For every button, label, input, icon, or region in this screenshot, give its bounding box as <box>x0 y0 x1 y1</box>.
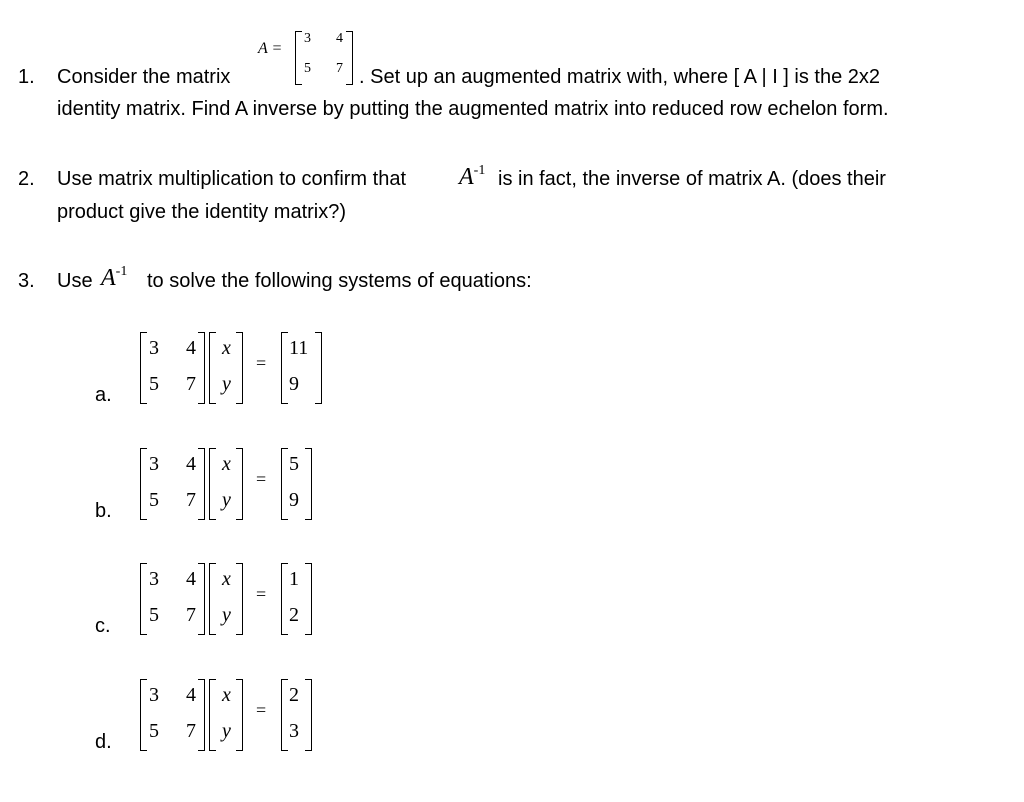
matrix-cell: 3 <box>149 337 159 359</box>
variable-cell: x <box>222 568 231 590</box>
right-bracket <box>315 332 322 404</box>
matrix-cell: 7 <box>186 489 196 511</box>
right-bracket <box>236 563 243 635</box>
right-bracket <box>198 563 205 635</box>
matrix-cell: 7 <box>186 604 196 626</box>
right-bracket <box>236 679 243 751</box>
matrix-cell: 3 <box>304 31 311 46</box>
variable-cell: y <box>222 604 231 626</box>
left-bracket <box>140 679 147 751</box>
matrix-cell: 4 <box>186 337 196 359</box>
right-bracket <box>198 448 205 520</box>
right-bracket <box>346 31 353 85</box>
question-2-prefix: Use matrix multiplication to confirm that <box>57 168 407 190</box>
matrix-cell: 4 <box>186 684 196 706</box>
question-2-suffix: is in fact, the inverse of matrix A. (does their <box>498 168 886 190</box>
part-label: b. <box>95 500 112 522</box>
question-3-suffix: to solve the following systems of equations: <box>147 270 532 292</box>
question-number: 2. <box>18 168 35 190</box>
matrix-cell: 7 <box>186 373 196 395</box>
rhs-cell: 5 <box>289 453 299 475</box>
variable-cell: x <box>222 684 231 706</box>
question-2-line2: product give the identity matrix?) <box>57 201 347 223</box>
rhs-cell: 2 <box>289 684 299 706</box>
right-bracket <box>236 448 243 520</box>
right-bracket <box>198 679 205 751</box>
rhs-cell: 1 <box>289 568 299 590</box>
variable-cell: x <box>222 337 231 359</box>
matrix-cell: 5 <box>149 489 159 511</box>
left-bracket <box>209 332 216 404</box>
matrix-label: A = <box>258 40 283 57</box>
question-number: 1. <box>18 66 35 88</box>
variable-cell: y <box>222 720 231 742</box>
left-bracket <box>140 563 147 635</box>
rhs-cell: 3 <box>289 720 299 742</box>
matrix-cell: 4 <box>186 453 196 475</box>
part-label: c. <box>95 615 111 637</box>
left-bracket <box>281 679 288 751</box>
matrix-cell: 7 <box>336 61 343 76</box>
left-bracket <box>140 332 147 404</box>
equals-sign: = <box>256 353 267 373</box>
rhs-cell: 9 <box>289 489 299 511</box>
equals-sign: = <box>256 700 267 720</box>
matrix-cell: 5 <box>304 61 311 76</box>
right-bracket <box>236 332 243 404</box>
matrix-cell: 7 <box>186 720 196 742</box>
part-label: a. <box>95 384 112 406</box>
right-bracket <box>198 332 205 404</box>
equals-sign: = <box>256 584 267 604</box>
matrix-cell: 3 <box>149 684 159 706</box>
variable-cell: y <box>222 489 231 511</box>
matrix-cell: 5 <box>149 720 159 742</box>
left-bracket <box>281 563 288 635</box>
question-1-suffix: . Set up an augmented matrix with, where [ A | I ] is the 2x2 <box>359 66 881 88</box>
left-bracket <box>281 332 288 404</box>
rhs-cell: 11 <box>289 337 309 359</box>
rhs-cell: 2 <box>289 604 299 626</box>
matrix-cell: 3 <box>149 453 159 475</box>
equals-sign: = <box>256 469 267 489</box>
left-bracket <box>209 448 216 520</box>
left-bracket <box>281 448 288 520</box>
left-bracket <box>209 563 216 635</box>
right-bracket <box>305 448 312 520</box>
right-bracket <box>305 563 312 635</box>
matrix-cell: 5 <box>149 604 159 626</box>
question-1-prefix: Consider the matrix <box>57 66 231 88</box>
variable-cell: x <box>222 453 231 475</box>
left-bracket <box>140 448 147 520</box>
left-bracket <box>295 31 302 85</box>
inverse-symbol: $A^{-1}$ <box>459 163 486 190</box>
right-bracket <box>305 679 312 751</box>
question-3-prefix: Use <box>57 270 93 292</box>
inverse-symbol: $A^{-1}$ <box>101 264 128 291</box>
question-number: 3. <box>18 270 35 292</box>
question-1-line2: identity matrix. Find A inverse by putting the augmented matrix into reduced row echelon form. <box>57 98 889 120</box>
matrix-cell: 5 <box>149 373 159 395</box>
matrix-cell: 3 <box>149 568 159 590</box>
matrix-cell: 4 <box>336 31 343 46</box>
matrix-cell: 4 <box>186 568 196 590</box>
left-bracket <box>209 679 216 751</box>
variable-cell: y <box>222 373 231 395</box>
part-label: d. <box>95 731 112 753</box>
rhs-cell: 9 <box>289 373 299 395</box>
